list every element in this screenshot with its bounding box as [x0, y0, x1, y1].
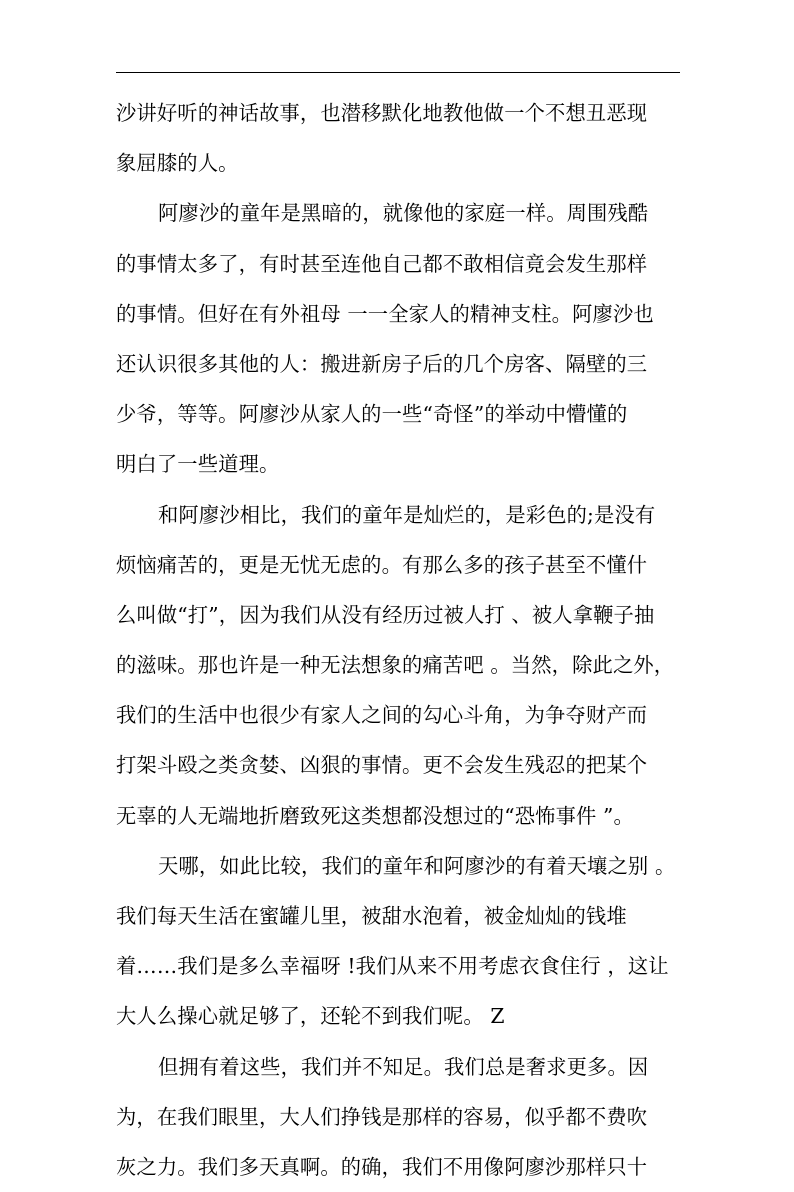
header-rule [116, 72, 680, 73]
paragraph-5 [116, 1042, 684, 1192]
text-line: 灰之力。我们多天真啊。的确，我们不用像阿廖沙那样只十 [116, 1154, 648, 1179]
text-line: 大人么操心就足够了，还轮不到我们呢。 Z [116, 1004, 505, 1029]
text-line: 着……我们是多么幸福呀 !我们从来不用考虑衣食住行 ，这让 [116, 954, 669, 979]
text-line: 烦恼痛苦的，更是无忧无虑的。有那么多的孩子甚至不懂什 [116, 552, 648, 577]
text-line: 和阿廖沙相比，我们的童年是灿烂的，是彩色的;是没有 [158, 502, 656, 527]
text-line: 无辜的人无端地折磨致死这类想都没想过的“恐怖事件 ”。 [116, 803, 634, 828]
text-line: 天哪，如此比较，我们的童年和阿廖沙的有着天壤之别 。 [158, 853, 676, 878]
paragraph-3 [116, 490, 684, 841]
text-line: 沙讲好听的神话故事，也潜移默化地教他做一个不想丑恶现 [116, 101, 648, 125]
text-line: 的事情太多了，有时甚至连他自己都不敢相信竟会发生那样 [116, 251, 648, 276]
paragraph-2 [116, 188, 684, 489]
text-line: 我们每天生活在蜜罐儿里，被甜水泡着，被金灿灿的钱堆 [116, 904, 627, 928]
text-line: 象屈膝的人。 [116, 151, 239, 176]
paragraph-4 [116, 841, 684, 1042]
text-line: 但拥有着这些，我们并不知足。我们总是奢求更多。因 [158, 1054, 649, 1079]
text-line: 还认识很多其他的人：搬进新房子后的几个房客、隔壁的三 [116, 351, 648, 376]
text-line: 明白了一些道理。 [116, 452, 280, 477]
text-line: 为，在我们眼里，大人们挣钱是那样的容易，似乎都不费吹 [116, 1104, 648, 1129]
text-line: 打架斗殴之类贪婪、凶狠的事情。更不会发生残忍的把某个 [116, 753, 648, 778]
text-line: 么叫做“打”，因为我们从没有经历过被人打 、被人拿鞭子抽 [116, 602, 655, 627]
text-line: 的事情。但好在有外祖母 一一全家人的精神支柱。阿廖沙也 [116, 301, 654, 326]
text-line: 的滋味。那也许是一种无法想象的痛苦吧 。当然，除此之外， [116, 653, 675, 678]
text-line: 少爷，等等。阿廖沙从家人的一些“奇怪”的举动中懵懂的 [116, 402, 628, 427]
text-line: 我们的生活中也很少有家人之间的勾心斗角，为争夺财产而 [116, 703, 648, 728]
document-body [116, 88, 684, 1192]
text-line: 阿廖沙的童年是黑暗的，就像他的家庭一样。周围残酷 [158, 201, 649, 226]
paragraph-1 [116, 88, 684, 188]
